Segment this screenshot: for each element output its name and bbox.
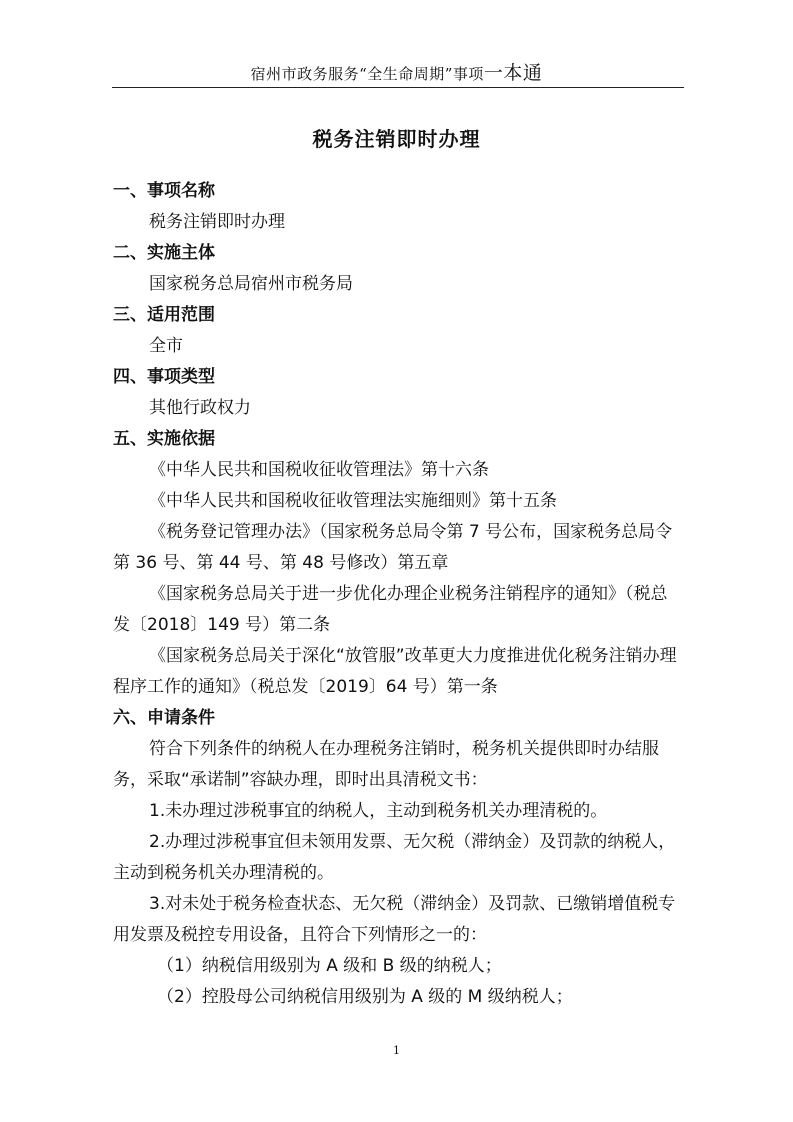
page-title: 税务注销即时办理 [312,127,481,151]
section-heading-3: 三、适用范围 [113,305,215,325]
section-heading-4: 四、事项类型 [113,367,215,387]
section-heading-2: 二、实施主体 [113,243,215,263]
section-heading-5: 五、实施依据 [113,429,215,449]
header-suffix: 一本通 [483,62,543,84]
header-prefix: 宿州市政务服务“全生命周期”事项 [250,65,484,83]
basis-item: 《国家税务总局关于深化“放管服”改革更大力度推进优化税务注销办理程序工作的通知》（税总发〔2019〕64 号）第一条 [113,646,677,697]
section-content-3: 全市 [149,336,183,356]
section-content-4: 其他行政权力 [149,398,251,418]
conditions-intro: 符合下列条件的纳税人在办理税务注销时，税务机关提供即时办结服务，采取“承诺制”容缺办理，即时出具清税文书： [113,739,659,790]
condition-subitem: （1）纳税信用级别为 A 级和 B 级的纳税人； [157,956,502,976]
section-heading-6: 六、申请条件 [113,708,215,728]
section-content-2: 国家税务总局宿州市税务局 [149,274,353,294]
condition-subitem: （2）控股母公司纳税信用级别为 A 级的 M 级纳税人； [157,987,573,1007]
section-heading-1: 一、事项名称 [113,181,215,201]
section-content-1: 税务注销即时办理 [149,212,285,232]
running-header [0,58,793,85]
basis-item: 《国家税务总局关于进一步优化办理企业税务注销程序的通知》（税总发〔2018〕149 号）第二条 [113,584,668,635]
condition-item: 3.对未处于税务检查状态、无欠税（滞纳金）及罚款、已缴销增值税专用发票及税控专用设备，且符合下列情形之一的： [113,894,676,945]
basis-item: 《中华人民共和国税收征收管理法实施细则》第十五条 [149,491,557,511]
document-body [113,176,681,1013]
basis-item: 《税务登记管理办法》（国家税务总局令第 7 号公布，国家税务总局令第 36 号、第 44 号、第 48 号修改）第五章 [113,522,673,573]
basis-item: 《中华人民共和国税收征收管理法》第十六条 [149,460,489,480]
page-number: 1 [393,1044,400,1057]
condition-item: 1.未办理过涉税事宜的纳税人，主动到税务机关办理清税的。 [149,801,608,821]
condition-item: 2.办理过涉税事宜但未领用发票、无欠税（滞纳金）及罚款的纳税人，主动到税务机关办理清税的。 [113,832,676,883]
header-rule [112,87,684,88]
